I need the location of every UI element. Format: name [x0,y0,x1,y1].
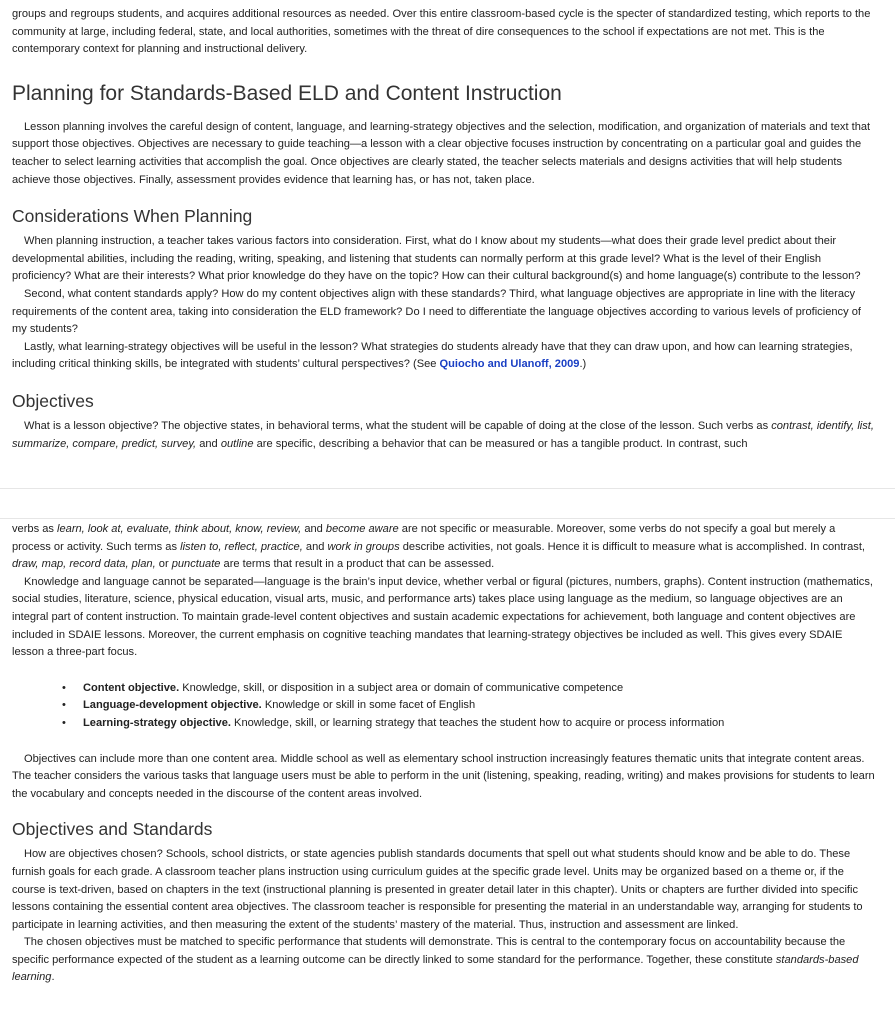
list-item-desc: Knowledge, skill, or learning strategy that teaches the student how to acquire or process information [230,716,725,729]
cont-verbs-3: draw, map, record data, plan, [12,558,156,571]
cont-verb-punctuate: punctuate [171,558,221,571]
standards-p2-end: . [51,971,55,984]
page-bottom-block [0,518,895,1025]
considerations-paragraph-2: Second, what content standards apply? How do my content objectives align with these standards? Third, what language objectives are appropriate in line with the literacy requirements of the content area, taking into consideration the ELD framework? Do I need to differentiate the language objectives according to various levels of proficiency of my students? [12,287,861,336]
objectives-p1-text-a: What is a lesson objective? The objective states, in behavioral terms, what the student will be capable of doing at the close of the lesson. Such verbs as [24,419,772,432]
list-item-term: Learning-strategy objective. [83,716,231,729]
list-item-desc: Knowledge, skill, or disposition in a subject area or domain of communicative competence [179,681,624,694]
considerations-p3-tail: .) [579,358,587,371]
planning-heading: Planning for Standards-Based ELD and Content Instruction [12,81,562,105]
cont-verbs-1: learn, look at, evaluate, think about, know, review, [57,523,302,535]
cont-verb-become-aware: become aware [325,523,399,535]
considerations-p3-text: Lastly, what learning-strategy objectives will be useful in the lesson? What strategies do students already have that they can draw upon, and how can learning strategies, including critical thinking skills, be integrated with students’ cultural perspectives? (See [12,340,853,371]
objectives-p1-verb-outline: outline [220,437,254,450]
list-item [62,715,877,733]
list-item [62,680,877,698]
objectives-paragraph-3: Objectives can include more than one content area. Middle school as well as elementary school instruction increasingly features thematic units that integrate content areas. The teacher considers the various tasks that language users must be able to perform in the unit (listening, speaking, reading, writing) and makes provisions for students to learn the vocabulary and concepts needed in the discourse of the content areas involved. [12,752,875,800]
standards-paragraph-2 [12,934,877,987]
intro-paragraph: groups and regroups students, and acquires additional resources as needed. Over this entire classroom-based cycle is the specter of standardized testing, which reports to the community at large, including federal, state, and local authorities, sometimes with the threat of dire consequences to the school if expectations are not met. This is the contemporary context for planning and instructional delivery. [12,8,871,56]
standards-p2-text: The chosen objectives must be matched to specific performance that students will demonstrate. This is central to the contemporary focus on accountability because the specific performance expected of the student as a learning outcome can be directly linked to some standard for the performance. Together, these constitute [12,936,846,966]
cont-text-a: verbs as [12,523,58,535]
considerations-paragraph-3 [12,339,877,374]
page-top-block [0,0,895,489]
cont-verb-work-in-groups: work in groups [327,540,400,553]
cont-text-e: are not specific or measurable. Moreover, some verbs do not specify a goal but merely a process or activity. Such terms as [12,523,836,553]
cont-text-m: are terms that result in a product that can be assessed. [220,558,495,571]
considerations-heading: Considerations When Planning [12,206,253,227]
objectives-p1-verbs: contrast, identify, list, summarize, compare, predict, survey, [12,419,874,450]
objectives-heading: Objectives [12,390,94,411]
list-item [62,697,877,715]
standards-paragraph-1: How are objectives chosen? Schools, school districts, or state agencies publish standards documents that spell out what students should know and be able to do. These furnish goals for each grade. A classroom teacher plans instruction using curriculum guides at the specific grade level. Units may be organized based on a theme or, if the course is text-driven, based on chapters in the text (instructional planning is presented in greater detail later in this chapter). Units or chapters are further divided into specific lessons containing the essential content area objectives. The classroom teacher is responsible for presenting the material in an understandable way, arranging for students to participate in learning activities, and then measuring the extent of the students’ mastery of the material. Thus, instruction and assessment are linked. [12,848,863,931]
cont-text-g: and [302,540,328,553]
planning-paragraph: Lesson planning involves the careful design of content, language, and learning-strategy objectives and the selection, modification, and organization of materials and text that support those objectives. Objectives are necessary to guide teaching—a lesson with a clear objective focuses instruction by concentrating on a particular goal and guides the teacher to select learning activities that accomplish the goal. Once objectives are clearly stated, the teacher selects materials and designs activities that will help students achieve those objectives. Finally, assessment provides evidence that learning has, or has not, taken place. [12,120,871,186]
cont-text-c: and [301,523,326,535]
objectives-paragraph-2: Knowledge and language cannot be separated—language is the brain’s input device, whether verbal or figural (pictures, numbers, graphs). Content instruction (mathematics, social studies, literature, science, physical education, visual arts, music, and performance arts) takes place using language as the medium, so language objectives are an integral part of content instruction. To maintain grade-level content objectives and sustain academic expectations for achievement, both language and content objectives are included in SDAIE lessons. Moreover, the current emphasis on cognitive teaching mandates that learning-strategy objectives be included as well. This gives every SDAIE lesson a three-part focus. [12,575,873,659]
objectives-p1-text-c: and [196,437,221,450]
considerations-paragraph-1: When planning instruction, a teacher takes various factors into consideration. First, what do I know about my students—what does their grade level predict about their developmental abilities, including the reading, writing, speaking, and listening that students can normally perform at this grade level? What is the level of their English proficiency? What are their interests? What prior knowledge do they have on the topic? How can their cultural background(s) and home language(s) contribute to the lesson? [12,235,861,283]
standards-heading: Objectives and Standards [12,819,213,840]
list-item-desc: Knowledge or skill in some facet of English [261,699,476,712]
cont-verbs-2: listen to, reflect, practice, [180,540,303,553]
objectives-list [12,680,877,733]
cont-text-i: describe activities, not goals. Hence it is difficult to measure what is accomplished. In contrast, [399,540,865,553]
objectives-paragraph-1-continued [12,521,877,574]
objectives-paragraph-1 [12,418,877,453]
cont-text-k: or [155,558,172,571]
bottom-content [0,521,895,987]
citation-link[interactable]: Quiocho and Ulanoff, 2009 [439,358,580,371]
list-item-term: Language-development objective. [83,699,262,712]
top-content [0,6,895,453]
objectives-p1-text-e: are specific, describing a behavior that can be measured or has a tangible product. In contrast, such [253,437,748,450]
standards-p2-term: standards-based learning [12,953,859,984]
list-item-term: Content objective. [83,681,180,694]
